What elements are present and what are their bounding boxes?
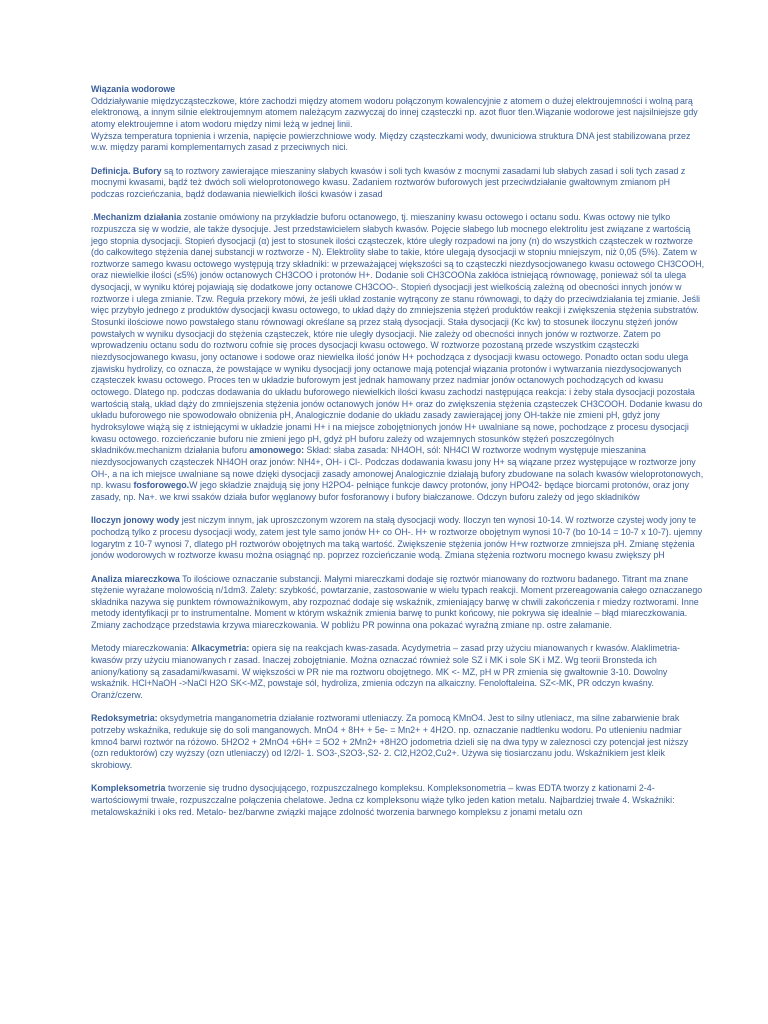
section-complexometry	[91, 783, 705, 818]
paragraph-text: Metody miareczkowania:	[91, 643, 192, 654]
paragraph-text: są to roztwory zawierające mieszaniny słabych kwasów i soli tych kwasów z mocnymi zasadami lub słabych zasad i soli tych zasad z mocnymi kwasami, bądź też dwóch soli wieloprotonowego kwasu. Zadaniem roztworów buforowych jest przeciwdziałanie gwałtownym zmianom pH podczas rozcieńczania, bądź dodawania niewielkich ilości kwasów i zasad	[91, 165, 686, 199]
paragraph-text: Wyższa temperatura topnienia i wrzenia, napięcie powierzchniowe wody. Między cząsteczkami wody, dwuniciowa struktura DNA jest stabilizowana przez w.w. między parami komplementarnych zasad z przeciwnych nici.	[91, 130, 691, 153]
section-ion-product	[91, 515, 705, 562]
term-heading: Iloczyn jonowy wody	[91, 515, 180, 526]
paragraph-text: To ilościowe oznaczanie substancji. Małymi miareczkami dodaje się roztwór mianowany do roztworu badanego. Titrant ma znane stężenie wyrażane molowością n/1dm3. Zalety: szybkość, powtarzanie, zastosowanie w wielu typach reakcji. Moment przereagowania całego oznaczanego składnika nazywa się punktem równoważnikowym, aby rozpoznać dodaje się wskaźnik, zmieniający barwę w chwili zakończenia r miedzy roztworami. Inne metody identyfikacji pr to instrumentalne. Moment w którym wskaźnik zmienia barwę to punkt końcowy, nie pokrywa się idealnie – błąd miareczkowania. Zmiany zachodzące przedstawia krzywa miareczkowania. W pobliżu PR powinna ona pokazać wyraźną zmiane np. ostre załamanie.	[91, 573, 703, 631]
section-mechanism	[91, 212, 705, 503]
paragraph-text: Oddziaływanie międzycząsteczkowe, które zachodzi między atomem wodoru połączonym kowalencyjnie z atomem o dużej elektroujemności i wolną parą elektronową, a innym silnie elektroujemnym atomem należącym zazwyczaj do innej cząsteczki np. azot fluor tlen.Wiązanie wodorowe jest najsilniejsze gdy atomy elektroujemne i atom wodoru między nimi leżą w jednej linii.	[91, 95, 698, 129]
term-heading: Alkacymetria:	[191, 643, 250, 654]
section-buffers	[91, 166, 705, 201]
section-title: Wiązania wodorowe	[91, 84, 176, 94]
paragraph-text: .	[91, 212, 94, 223]
paragraph-text: zostanie omówiony na przykładzie buforu octanowego, tj. mieszaniny kwasu octowego i octanu sodu. Kwas octowy nie tylko rozpuszcza się w wodzie, ale także dysocjuje. Jest przedstawicielem słabych kwasów. Pojęcie słabego lub mocnego elektrolitu jest związane z wartością jego stopnia dysocjacji. Stopień dysocjacji (α) jest to stosunek ilości cząsteczek, które uległy rozpadowi na jony (n) do wszystkich cząsteczek w roztworze (do całkowitego stężenia danej substancji w roztworze - N). Elektrolity słabe to takie, które ulegają dysocjacji w stopniu mniejszym, niż 0,05 (5%). Zatem w roztworze samego kwasu octowego występują trzy składniki: w przeważającej większości są to cząsteczki niezdysocjowanego kwasu octowego CH3COOH, oraz niewielkie ilości (≤5%) jonów octanowych CH3COO i protonów H+. Dodanie soli CH3COONa zakłóca istniejącą równowagę, ponieważ sól ta ulega dysocjacji, w wyniku której pojawiają się dodatkowe jony octanowe CH3COO-. Stopień dysocjacji jest wielkością zależną od obecności innych jonów w roztworze i ulega zmianie. Tzw. Reguła przekory mówi, że jeśli układ zostanie wytrącony ze stanu równowagi, to dąży do przeciwdziałania tej zmianie. Jeśli więc przybyło jednego z produktów dysocjacji kwasu octowego, to układ dąży do zmniejszenia stężeń produktów reakcji i zwiększenia stężenia substratów. Stosunki ilościowe nowo powstałego stanu równowagi określane są przez stałą dysocjacji. Stała dysocjacji (Kc kw) to stosunek iloczynu stężeń jonów powstałych w wyniku dysocjacji do stężenia cząsteczek, które nie uległy dysocjacji. Nie zależy od obecności innych jonów w roztworze. Zatem po wprowadzeniu octanu sodu do roztworu cofnie się proces dysocjacji kwasu octowego. W roztworze pozostaną przede wszystkim cząsteczki niezdysocjowanego kwasu, jony octanowe i sodowe oraz niewielka ilość jonów H+ pochodząca z dysocjacji kwasu octowego. Ponadto octan sodu ulega zjawisku hydrolizy, co oznacza, że powstające w wyniku dysocjacji jony octanowe mają potencjał wiązania protonów i wytwarzania niezdysocjowanych cząsteczek kwasu octowego. Proces ten w układzie buforowym jest jednak hamowany przez nadmiar jonów octanowych pochodzących od kwasu octowego. Dlatego np. podczas dodawania do układu buforowego niewielkich ilości kwasu zachodzi następująca reakcja: i żeby stała dysocjacji pozostała wartością stałą, układ dąży do zmniejszenia stężenia jonów octanowych jonów H+ oraz do zwiększenia stężenia cząsteczek CH3COOH. Dodanie kwasu do układu buforowego nie spowodowało obniżenia pH, Analogicznie dodanie do układu zasady zawierającej jony OH-także nie zmieni pH, gdyż jony hydroksylowe wiążą się z istniejącymi w układzie jonami H+ i na miejsce zobojętnionych jonów H+ uwalniane są nowe, pochodzące z procesu dysocjacji kwasu octowego. rozcieńczanie buforu nie zmieni jego pH, gdyż pH buforu zależy od wzajemnych stosunków stężeń poszczególnych składników.mechanizm działania buforu	[91, 212, 705, 456]
term-heading: Kompleksometria	[91, 783, 166, 794]
paragraph-text: Skład: słaba zasada: NH4OH, sól: NH4Cl W roztworze wodnym występuje mieszanina niezdysocjowanych cząsteczek NH4OH oraz jonów: NH4+, OH- i Cl-. Podczas dodawania kwasu jony H+ są wiązane przez występujące w roztworze jony OH-, a na ich miejsce uwalniane są nowe dzięki dysocjacji zasady amonowej Analogicznie działają bufory zbudowane na solach kwasów wieloprotonowych, np. kwasu	[91, 445, 704, 491]
section-redox	[91, 713, 705, 771]
term-heading: Redoksymetria:	[91, 713, 158, 724]
paragraph-text: W jego składzie znajdują się jony H2PO4- pełniące funkcje dawcy protonów, jony HPO42- będące biorcami protonów, oraz jony zasady, np. Na+. we krwi ssaków działa bufor węglanowy bufor fosforanowy i bufory białczanowe. Odczyn buforu zależy od jego składników	[91, 480, 689, 502]
section-hydrogen-bonds	[91, 84, 705, 154]
section-alkacymetry	[91, 643, 705, 701]
paragraph-text: oksydymetria manganometria działanie roztworami utleniaczy. Za pomocą KMnO4. Jest to silny utleniacz, ma silne zabarwienie brak potrzeby wskaźnika, redukuje się do soli manganowych. MnO4 + 8H+ + 5e- = Mn2+ + 4H2O. np. oznaczanie nadtlenku wodoru. Po utlenieniu nadmiar kmno4 barwi roztwór na różowo. 5H2O2 + 2MnO4 +6H+ = 5O2 + 2Mn2+ +8H2O jodometria dzieli się na dwa typy w zaleznosci czy potencjał jest niższy (ozn reduktorów) czy wyższy (ozn utleniaczy) od I2/2I- 1. SO3-,S2O3-,S2- 2. Cl2,H2O2,Cu2+. Używa się tiosiarczanu jodu. Wskaźnikiem jest kleik skrobiowy.	[91, 713, 689, 770]
term-heading: amonowego:	[249, 445, 305, 456]
paragraph-text: opiera się na reakcjach kwas-zasada. Acydymetria – zasad przy użyciu mianowanych r kwasów. Alaklimetria- kwasów przy użyciu mianowanych r zasad. Inaczej zobojętnianie. Można oznaczać również sole SZ i MK i sole SK i MZ. Wg teorii Bronsteda ich aniony/kationy są zasadami/kwasami. W większości w PR nie ma roztworu obojętnego. MK <- MZ, pH w PR zmienia się gwałtownie 3-10. Dowolny wskaźnik. HCl+NaOH ->NaCl H2O SK<-MZ, powstaje sól, hydroliza, zmienia odczyn na alkaiczny. Fenoloftaleina. SZ<-MK, PR odczyn kwaśny. Oranż/czerw.	[91, 643, 680, 701]
paragraph-text: jest niczym innym, jak uproszczonym wzorem na stałą dysocjacji wody. Iloczyn ten wynosi 10-14. W roztworze czystej wody jony te pochodzą tylko z procesu dysocjacji wody, zatem jest tyle samo jonów H+ co OH-. H+ w roztworze obojętnym wynosi 10-7 (bo 10-14 = 10-7 x 10-7). ujemny logarytm z 10-7 wynosi 7, dlatego pH roztworów obojętnych ma taką wartość. Zwiększenie stężenia jonów H+w roztworze zmniejsza pH. Zmianę stężenia jonów wodorowych w roztworze kwasu można osiągnąć np. poprzez rozcieńczanie wodą. Zmiana stężenia roztworu mocnego kwasu zwiększy pH	[91, 515, 703, 561]
paragraph-text: tworzenie się trudno dysocjującego, rozpuszczalnego kompleksu. Kompleksonometria – kwas EDTA tworzy z kationami 2-4-wartościowymi trwałe, rozpuszczalne połączenia chelatowe. Jedna cz kompleksonu wiąże tylko jeden kation metalu. Najbardziej trwałe 4. Wskaźniki: metalowskaźniki i oks red. Metalo- bez/barwne związki mające zdolność tworzenia barwnego kompleksu z jonami metalu ozn	[91, 783, 675, 817]
term-heading: fosforowego.	[133, 480, 190, 491]
document-page	[91, 84, 705, 830]
term-heading: Mechanizm działania	[93, 212, 182, 223]
section-titration	[91, 574, 705, 632]
term-heading: Analiza miareczkowa	[91, 573, 180, 584]
term-heading: Definicja. Bufory	[91, 165, 162, 176]
